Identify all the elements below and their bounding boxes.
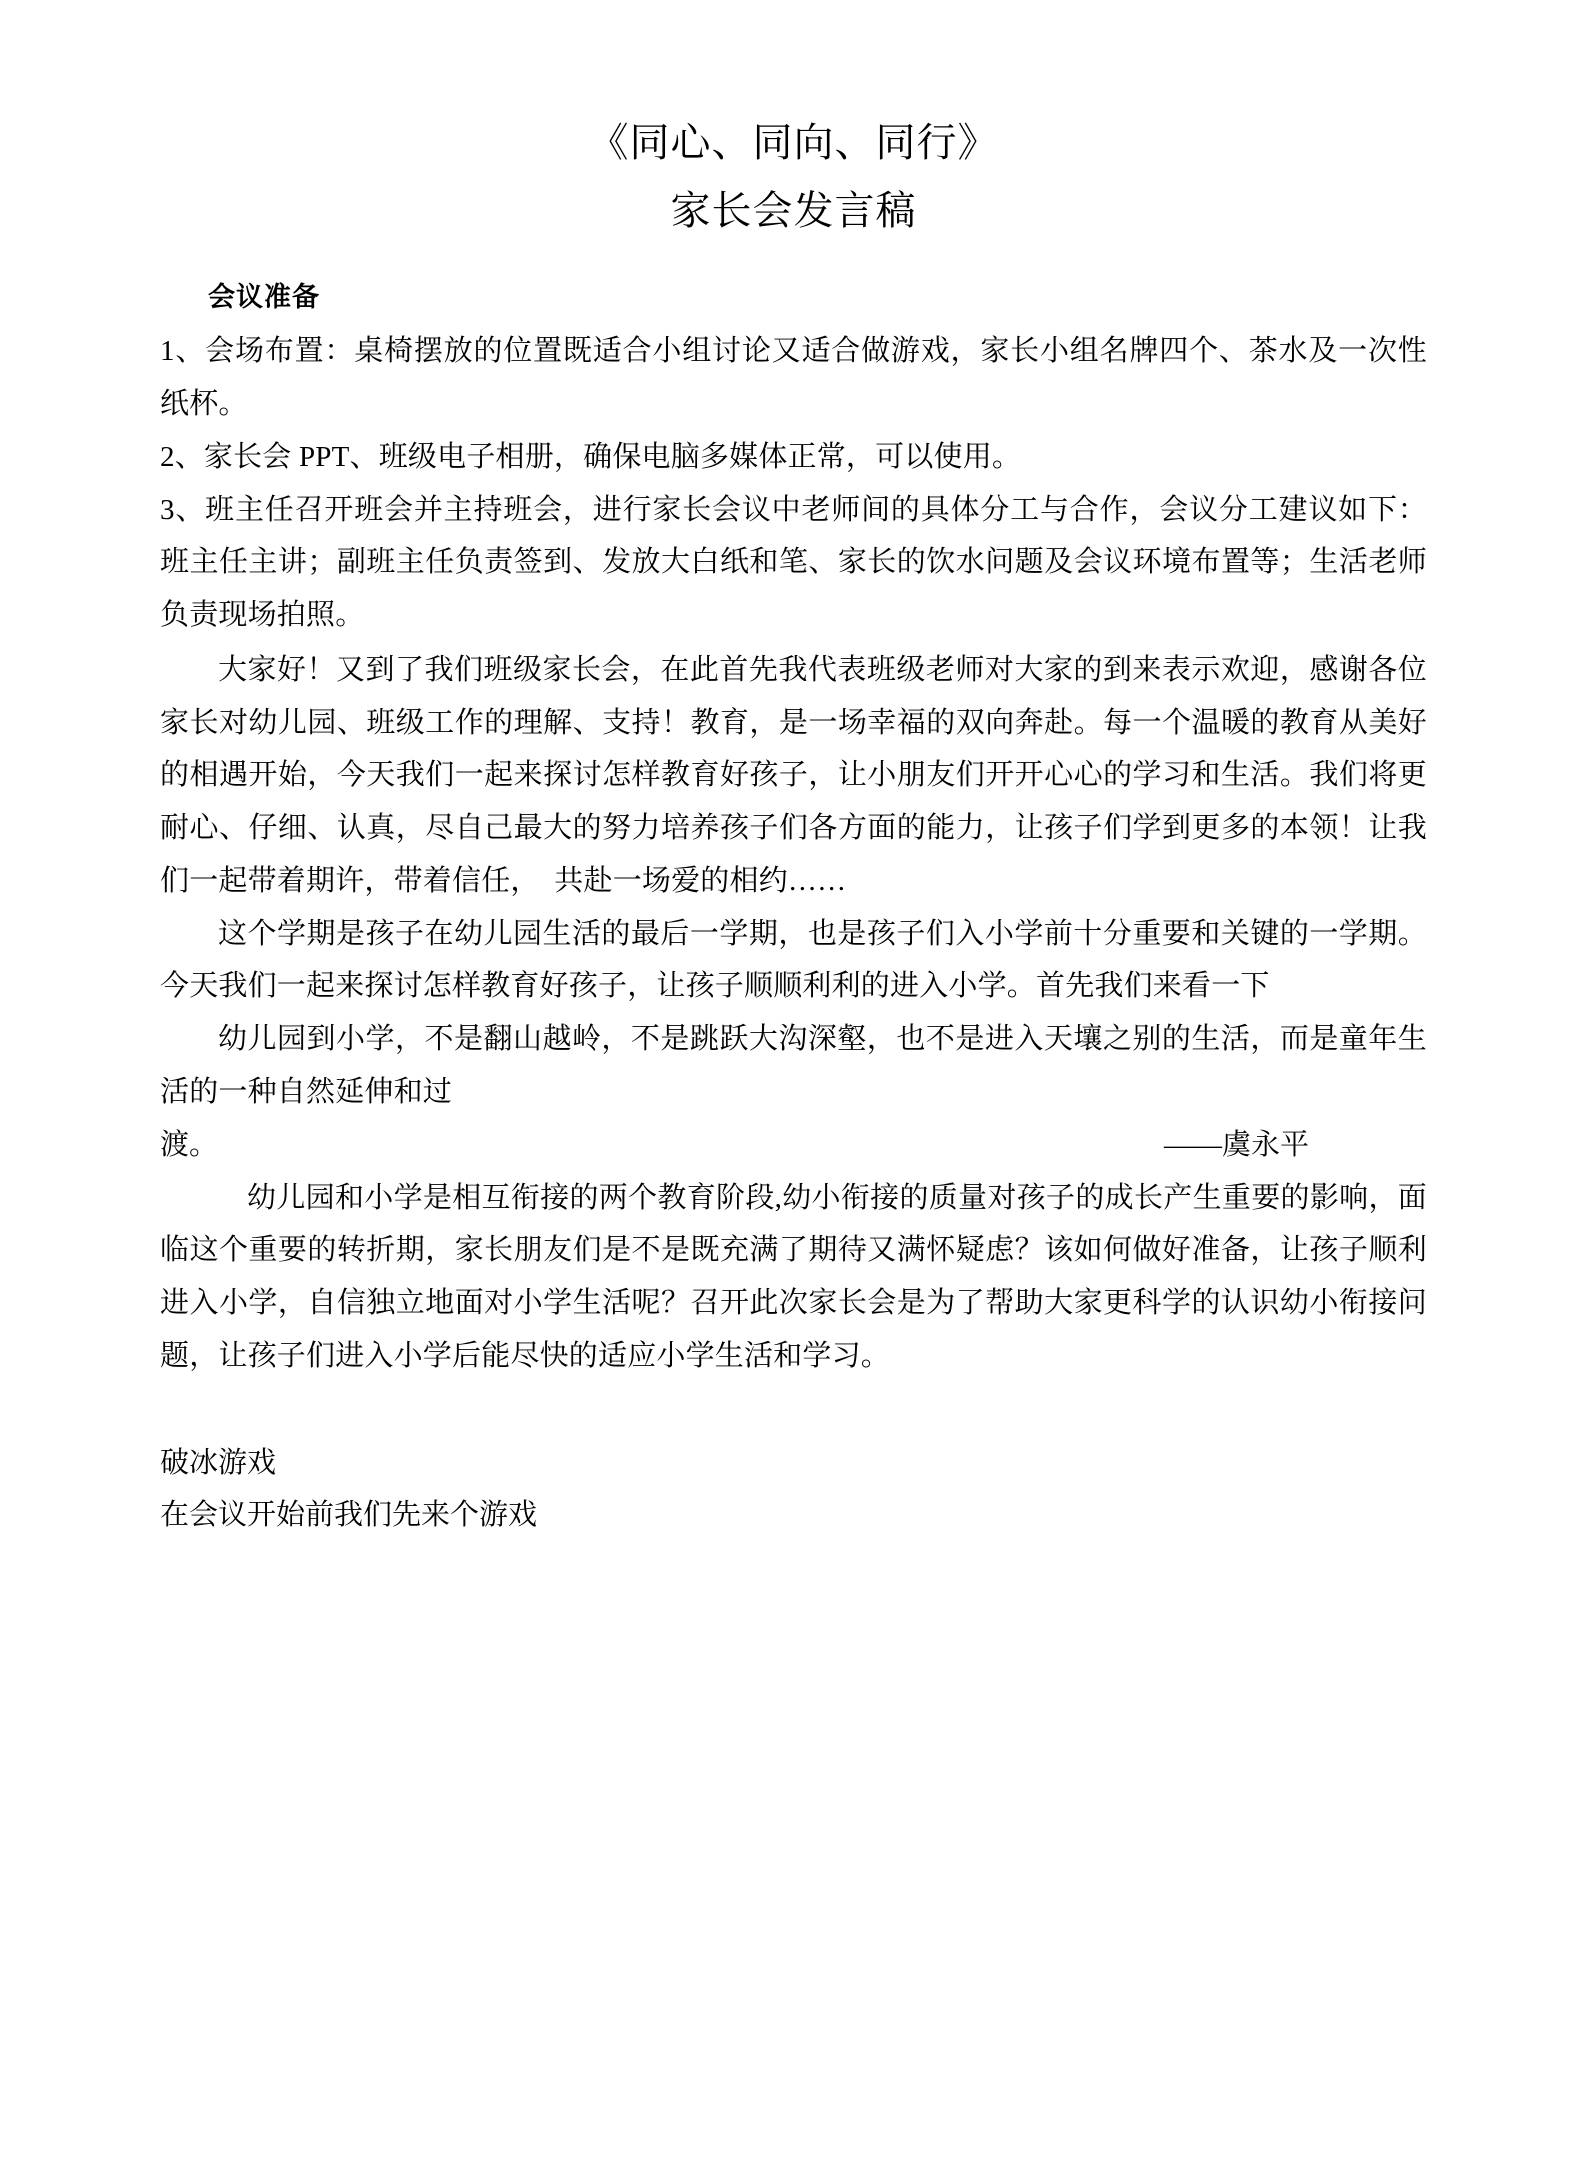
section-spacer <box>160 1383 1427 1437</box>
paragraph-semester: 这个学期是孩子在幼儿园生活的最后一学期，也是孩子们入小学前十分重要和关键的一学期。今天我们一起来探讨怎样教育好孩子，让孩子顺顺利利的进入小学。首先我们来看一下 <box>160 917 1427 1003</box>
heading-icebreaker-game: 破冰游戏 <box>160 1446 277 1479</box>
quote-end-text: 渡。 <box>160 1128 219 1161</box>
quote-attribution-line <box>160 1119 1427 1172</box>
prep-item-2: 2、家长会 PPT、班级电子相册，确保电脑多媒体正常，可以使用。 <box>160 440 1022 473</box>
icebreaker-game-line: 在会议开始前我们先来个游戏 <box>160 1499 538 1532</box>
section-heading-meeting-preparation: 会议准备 <box>208 282 320 312</box>
speech-body <box>160 644 1427 1383</box>
document-title: 《同心、同向、同行》 <box>588 120 999 165</box>
paragraph-quote: 幼儿园到小学，不是翻山越岭，不是跳跃大沟深壑，也不是进入天壤之别的生活，而是童年生活的一种自然延伸和过 <box>160 1023 1427 1109</box>
preparation-list <box>160 325 1427 642</box>
document-subtitle: 家长会发言稿 <box>670 188 917 233</box>
paragraph-closing: 幼儿园和小学是相互衔接的两个教育阶段,幼小衔接的质量对孩子的成长产生重要的影响，面临这个重要的转折期，家长朋友们是不是既充满了期待又满怀疑虑？该如何做好准备，让孩子顺利进入小学，自信独立地面对小学生活呢？召开此次家长会是为了帮助大家更科学的认识幼小衔接问题，让孩子们进入小学后能尽快的适应小学生活和学习。 <box>160 1181 1427 1372</box>
prep-item-3: 3、班主任召开班会并主持班会，进行家长会议中老师间的具体分工与合作，会议分工建议如下：班主任主讲；副班主任负责签到、发放大白纸和笔、家长的饮水问题及会议环境布置等；生活老师负责现场拍照。 <box>160 493 1427 632</box>
paragraph-greeting: 大家好！又到了我们班级家长会，在此首先我代表班级老师对大家的到来表示欢迎，感谢各位家长对幼儿园、班级工作的理解、支持！教育，是一场幸福的双向奔赴。每一个温暖的教育从美好的相遇开始，今天我们一起来探讨怎样教育好孩子，让小朋友们开开心心的学习和生活。我们将更耐心、仔细、认真，尽自己最大的努力培养孩子们各方面的能力，让孩子们学到更多的本领！让我们一起带着期许，带着信任， 共赴一场爱的相约…… <box>160 653 1427 897</box>
prep-item-1: 1、会场布置：桌椅摆放的位置既适合小组讨论又适合做游戏，家长小组名牌四个、茶水及一次性纸杯。 <box>160 335 1427 421</box>
quote-author: ——虞永平 <box>1163 1128 1309 1161</box>
